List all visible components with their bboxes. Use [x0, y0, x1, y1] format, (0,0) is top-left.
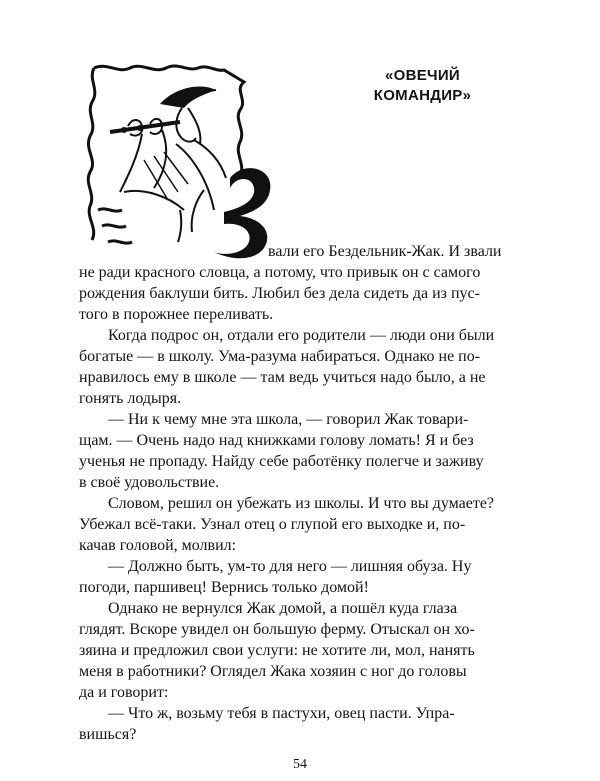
text-line: ученья не пропаду. Найду себе работёнку полегче и заживу [79, 453, 484, 470]
story-title [340, 66, 505, 106]
text-line: зяина и предложил свои услуги: не хотите ли, мол, нанять [79, 642, 475, 659]
hat [160, 86, 216, 108]
text-line: — Должно быть, ум-то для него — лишняя обуза. Ну [108, 558, 472, 575]
piper-drop-cap-illustration [84, 60, 274, 260]
wavy-frame-left [88, 68, 95, 240]
text-line: глядят. Вскоре увидел он большую ферму. Отыскал он хо- [79, 621, 475, 638]
text-line: в своё удовольствие. [79, 474, 220, 491]
text-line: Убежал всё-таки. Узнал отец о глупой его выходке и, по- [79, 516, 466, 533]
text-line: рождения баклуши бить. Любил без дела сидеть да из пус- [79, 285, 480, 302]
flute [110, 122, 180, 132]
text-line: — Ни к чему мне эта школа, — говорил Жак товари- [108, 411, 469, 428]
text-line: качав головой, молвил: [79, 537, 237, 554]
text-line: Однако не вернулся Жак домой, а пошёл куда глаза [108, 600, 458, 617]
text-line: да и говорит: [79, 684, 169, 701]
text-line: вали его Бездельник-Жак. И звали [268, 243, 502, 260]
text-line: — Что ж, возьму тебя в пастухи, овец пасти. Упра- [108, 705, 455, 722]
text-line: Словом, решил он убежать из школы. И что вы думаете? [108, 495, 495, 512]
text-line: меня в работники? Оглядел Жака хозяин с ног до головы [79, 663, 467, 680]
text-line: не ради красного словца, а потому, что привык он с самого [79, 264, 481, 281]
text-line: гонять лодыря. [79, 390, 182, 407]
page-number: 54 [293, 757, 307, 772]
text-line: богатые — в школу. Ума-разума набираться. Однако не по- [79, 348, 481, 365]
story-title-line-2: КОМАНДИР» [373, 87, 472, 104]
text-line: щам. — Очень надо над книжками голову ломать! Я и без [79, 432, 474, 449]
drop-cap-letter [214, 168, 270, 258]
text-line: того в порожнее переливать. [79, 306, 274, 323]
story-title-line-1: «ОВЕЧИЙ [384, 67, 461, 84]
text-line: нравилось ему в школе — там ведь учиться надо было, а не [79, 369, 486, 386]
text-line: вишься? [79, 726, 137, 743]
text-line: Когда подрос он, отдали его родители — люди они были [108, 327, 495, 344]
text-line: погоди, паршивец! Вернись только домой! [79, 579, 369, 596]
